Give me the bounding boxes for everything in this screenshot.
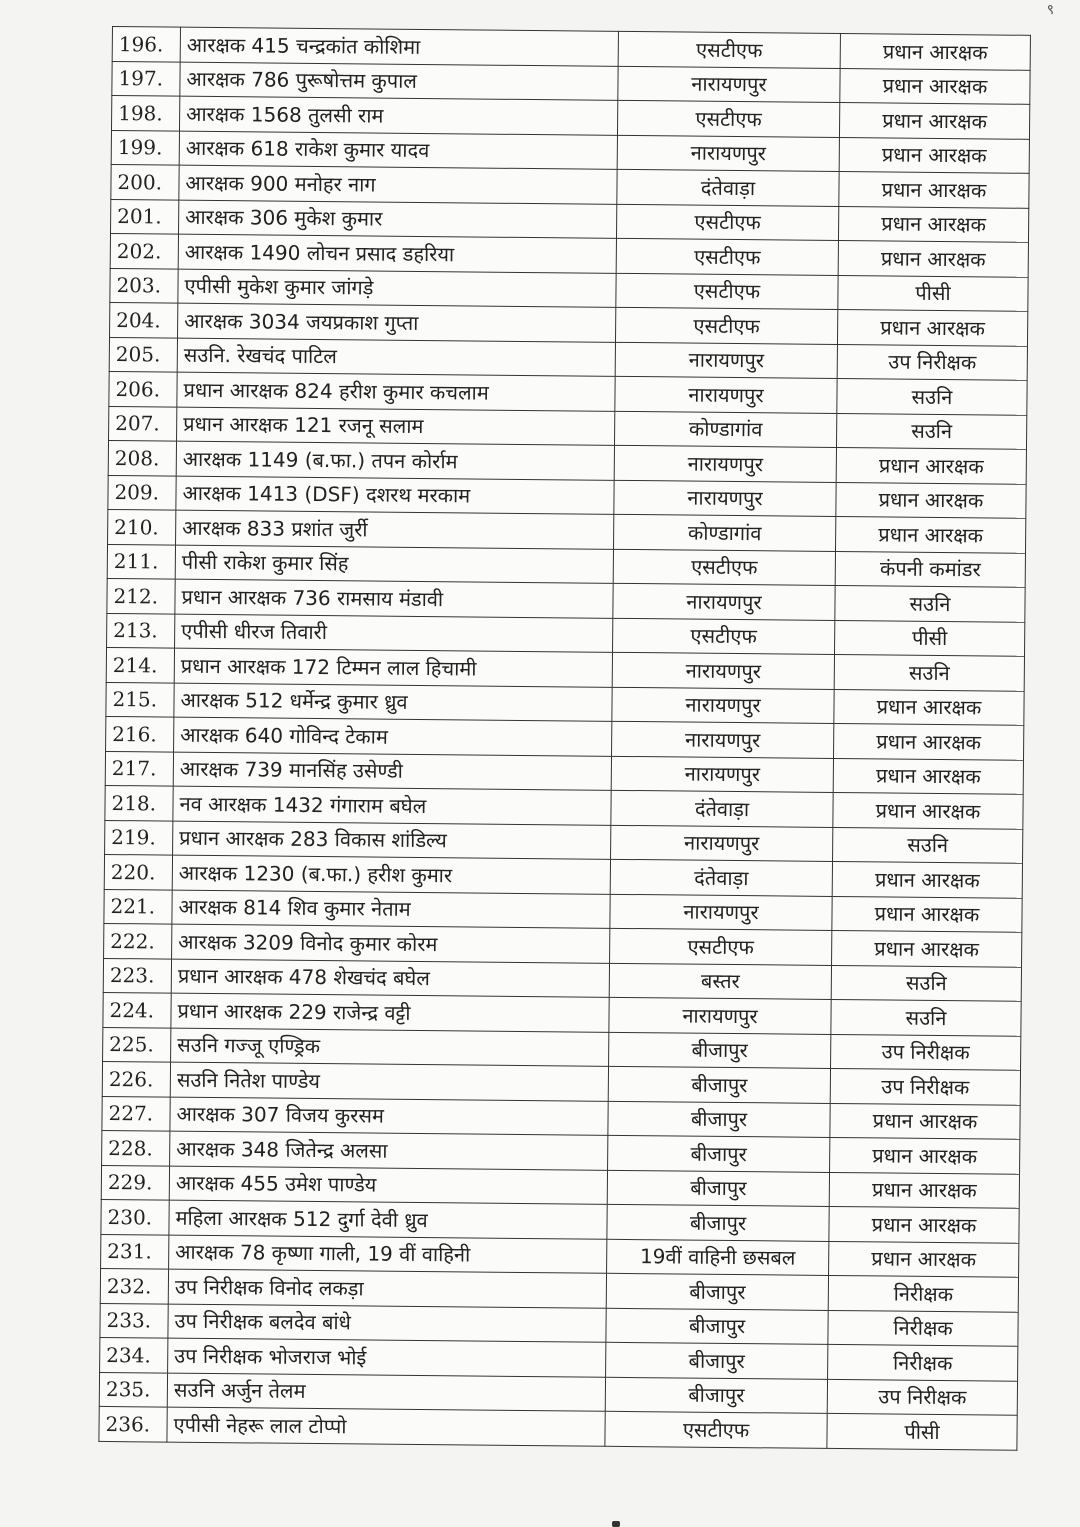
serial-number-cell: 199. <box>111 130 179 165</box>
serial-number-cell: 230. <box>101 1199 169 1234</box>
serial-number-cell: 200. <box>111 164 179 199</box>
posting-place-cell: नारायणपुर <box>611 756 833 793</box>
promoted-rank-cell: प्रधान आरक्षक <box>834 723 1024 759</box>
serial-number-cell: 226. <box>102 1061 170 1096</box>
name-cell: सउनि गज्जू एण्ड्रिक <box>171 1028 609 1067</box>
promoted-rank-cell: प्रधान आरक्षक <box>840 68 1030 104</box>
posting-place-cell: नारायणपुर <box>615 342 837 379</box>
serial-number-cell: 231. <box>101 1234 169 1269</box>
posting-place-cell: बीजापुर <box>608 1135 830 1172</box>
serial-number-cell: 198. <box>112 96 180 131</box>
serial-number-cell: 205. <box>109 337 177 372</box>
posting-place-cell: बीजापुर <box>607 1204 829 1241</box>
posting-place-cell: बीजापुर <box>605 1377 827 1414</box>
posting-place-cell: दंतेवाड़ा <box>611 790 833 827</box>
posting-place-cell: नारायणपुर <box>614 445 836 482</box>
posting-place-cell: नारायणपुर <box>610 894 832 931</box>
serial-number-cell: 197. <box>112 61 180 96</box>
name-cell: प्रधान आरक्षक 736 रामसाय मंडावी <box>175 579 613 618</box>
posting-place-cell: एसटीएफ <box>616 204 838 241</box>
name-cell: प्रधान आरक्षक 229 राजेन्द्र वट्टी <box>171 993 609 1032</box>
posting-place-cell: एसटीएफ <box>618 31 840 68</box>
promoted-rank-cell: प्रधान आरक्षक <box>832 861 1022 897</box>
name-cell: आरक्षक 1149 (ब.फा.) तपन कोर्राम <box>176 441 614 480</box>
promoted-rank-cell: सउनि <box>831 999 1021 1035</box>
name-cell: आरक्षक 900 मनोहर नाग <box>179 165 617 204</box>
name-cell: प्रधान आरक्षक 121 रजनू सलाम <box>177 407 615 446</box>
posting-place-cell: नारायणपुर <box>614 480 836 517</box>
serial-number-cell: 207. <box>109 406 177 441</box>
posting-place-cell: कोण्डागांव <box>614 411 836 448</box>
serial-number-cell: 210. <box>108 509 176 544</box>
posting-place-cell: एसटीएफ <box>613 549 835 586</box>
promoted-rank-cell: सउनि <box>834 654 1024 690</box>
posting-place-cell: 19वीं वाहिनी छसबल <box>607 1239 829 1276</box>
promoted-rank-cell: पीसी <box>827 1413 1017 1449</box>
posting-place-cell: नारायणपुर <box>609 997 831 1034</box>
promoted-rank-cell: उप निरीक्षक <box>831 1034 1021 1070</box>
name-cell: आरक्षक 307 विजय कुरसम <box>170 1097 608 1136</box>
table-row <box>99 1406 1017 1449</box>
promoted-rank-cell: निरीक्षक <box>828 1344 1018 1380</box>
name-cell: आरक्षक 348 जितेन्द्र अलसा <box>170 1131 608 1170</box>
serial-number-cell: 201. <box>111 199 179 234</box>
promoted-rank-cell: उप निरीक्षक <box>827 1379 1017 1415</box>
serial-number-cell: 213. <box>107 613 175 648</box>
promoted-rank-cell: सउनि <box>837 378 1027 414</box>
posting-place-cell: नारायणपुर <box>615 376 837 413</box>
name-cell: आरक्षक 814 शिव कुमार नेताम <box>172 890 610 929</box>
serial-number-cell: 223. <box>103 958 171 993</box>
name-cell: आरक्षक 1568 तुलसी राम <box>179 96 617 135</box>
promoted-rank-cell: प्रधान आरक्षक <box>839 171 1029 207</box>
serial-number-cell: 229. <box>101 1165 169 1200</box>
promoted-rank-cell: प्रधान आरक्षक <box>829 1206 1019 1242</box>
posting-place-cell: नारायणपुर <box>618 66 840 103</box>
serial-number-cell: 236. <box>99 1406 167 1441</box>
serial-number-cell: 211. <box>107 544 175 579</box>
promoted-rank-cell: प्रधान आरक्षक <box>837 309 1027 345</box>
promoted-rank-cell: सउनि <box>836 413 1026 449</box>
promoted-rank-cell: प्रधान आरक्षक <box>832 930 1022 966</box>
promoted-rank-cell: निरीक्षक <box>828 1275 1018 1311</box>
posting-place-cell: दंतेवाड़ा <box>617 169 839 206</box>
promoted-rank-cell: प्रधान आरक्षक <box>835 516 1025 552</box>
promoted-rank-cell: प्रधान आरक्षक <box>836 447 1026 483</box>
name-cell: आरक्षक 455 उमेश पाण्डेय <box>169 1166 607 1205</box>
name-cell: आरक्षक 3209 विनोद कुमार कोरम <box>172 924 610 963</box>
promoted-rank-cell: सउनि <box>835 585 1025 621</box>
promoted-rank-cell: उप निरीक्षक <box>837 344 1027 380</box>
promoted-rank-cell: प्रधान आरक्षक <box>839 137 1029 173</box>
posting-place-cell: बीजापुर <box>609 1032 831 1069</box>
posting-place-cell: नारायणपुर <box>613 583 835 620</box>
name-cell: आरक्षक 618 राकेश कुमार यादव <box>179 131 617 170</box>
name-cell: उप निरीक्षक बलदेव बांधे <box>168 1304 606 1343</box>
posting-place-cell: बीजापुर <box>608 1066 830 1103</box>
posting-place-cell: नारायणपुर <box>611 825 833 862</box>
serial-number-cell: 232. <box>100 1268 168 1303</box>
serial-number-cell: 220. <box>104 854 172 889</box>
serial-number-cell: 234. <box>100 1337 168 1372</box>
serial-number-cell: 202. <box>110 233 178 268</box>
posting-place-cell: एसटीएफ <box>605 1411 827 1448</box>
name-cell: सउनि नितेश पाण्डेय <box>170 1062 608 1101</box>
name-cell: आरक्षक 1413 (DSF) दशरथ मरकाम <box>176 476 614 515</box>
serial-number-cell: 221. <box>104 889 172 924</box>
name-cell: प्रधान आरक्षक 172 टिम्मन लाल हिचामी <box>174 648 612 687</box>
name-cell: आरक्षक 306 मुकेश कुमार <box>179 200 617 239</box>
promoted-rank-cell: निरीक्षक <box>828 1310 1018 1346</box>
serial-number-cell: 196. <box>112 27 180 62</box>
posting-place-cell: बस्तर <box>609 963 831 1000</box>
serial-number-cell: 215. <box>106 682 174 717</box>
posting-place-cell: नारायणपुर <box>612 721 834 758</box>
posting-place-cell: नारायणपुर <box>612 687 834 724</box>
serial-number-cell: 224. <box>103 992 171 1027</box>
promoted-rank-cell: पीसी <box>838 275 1028 311</box>
name-cell: आरक्षक 786 पुरूषोत्तम कुपाल <box>180 62 618 101</box>
posting-place-cell: दंतेवाड़ा <box>610 859 832 896</box>
posting-place-cell: एसटीएफ <box>610 928 832 965</box>
posting-place-cell: नारायणपुर <box>617 135 839 172</box>
name-cell: आरक्षक 640 गोविन्द टेकाम <box>174 717 612 756</box>
name-cell: प्रधान आरक्षक 824 हरीश कुमार कचलाम <box>177 372 615 411</box>
name-cell: उप निरीक्षक भोजराज भोई <box>168 1338 606 1377</box>
promoted-rank-cell: प्रधान आरक्षक <box>838 240 1028 276</box>
name-cell: आरक्षक 512 धर्मेन्द्र कुमार ध्रुव <box>174 683 612 722</box>
serial-number-cell: 204. <box>110 302 178 337</box>
corner-mark: ९ <box>1046 2 1054 18</box>
promoted-rank-cell: प्रधान आरक्षक <box>829 1172 1019 1208</box>
promoted-rank-cell: प्रधान आरक्षक <box>836 482 1026 518</box>
posting-place-cell: एसटीएफ <box>617 100 839 137</box>
promoted-rank-cell: प्रधान आरक्षक <box>840 33 1030 69</box>
promoted-rank-cell: पीसी <box>835 620 1025 656</box>
name-cell: एपीसी नेहरू लाल टोप्पो <box>167 1407 605 1446</box>
name-cell: उप निरीक्षक विनोद लकड़ा <box>168 1269 606 1308</box>
serial-number-cell: 219. <box>105 820 173 855</box>
promoted-rank-cell: प्रधान आरक्षक <box>829 1241 1019 1277</box>
name-cell: सउनि अर्जुन तेलम <box>167 1373 605 1412</box>
serial-number-cell: 225. <box>103 1027 171 1062</box>
page-edge-mark <box>612 1521 620 1527</box>
name-cell: आरक्षक 3034 जयप्रकाश गुप्ता <box>178 303 616 342</box>
posting-place-cell: एसटीएफ <box>616 238 838 275</box>
serial-number-cell: 216. <box>106 716 174 751</box>
serial-number-cell: 218. <box>105 785 173 820</box>
name-cell: आरक्षक 1230 (ब.फा.) हरीश कुमार <box>172 855 610 894</box>
promoted-rank-cell: प्रधान आरक्षक <box>832 896 1022 932</box>
name-cell: एपीसी मुकेश कुमार जांगड़े <box>178 269 616 308</box>
name-cell: एपीसी धीरज तिवारी <box>175 614 613 653</box>
promoted-rank-cell: सउनि <box>833 827 1023 863</box>
serial-number-cell: 206. <box>109 371 177 406</box>
transfer-list-table <box>98 26 1031 1450</box>
name-cell: आरक्षक 739 मानसिंह उसेण्डी <box>173 752 611 791</box>
serial-number-cell: 235. <box>99 1372 167 1407</box>
serial-number-cell: 233. <box>100 1303 168 1338</box>
promoted-rank-cell: प्रधान आरक्षक <box>830 1137 1020 1173</box>
serial-number-cell: 212. <box>107 578 175 613</box>
promoted-rank-cell: प्रधान आरक्षक <box>830 1103 1020 1139</box>
name-cell: आरक्षक 1490 लोचन प्रसाद डहरिया <box>178 234 616 273</box>
serial-number-cell: 217. <box>105 751 173 786</box>
posting-place-cell: कोण्डागांव <box>614 514 836 551</box>
serial-number-cell: 222. <box>104 923 172 958</box>
serial-number-cell: 208. <box>108 440 176 475</box>
promoted-rank-cell: प्रधान आरक्षक <box>833 758 1023 794</box>
promoted-rank-cell: प्रधान आरक्षक <box>833 792 1023 828</box>
name-cell: नव आरक्षक 1432 गंगाराम बघेल <box>173 786 611 825</box>
name-cell: आरक्षक 415 चन्द्रकांत कोशिमा <box>180 27 618 66</box>
promoted-rank-cell: कंपनी कमांडर <box>835 551 1025 587</box>
posting-place-cell: बीजापुर <box>607 1170 829 1207</box>
serial-number-cell: 209. <box>108 475 176 510</box>
name-cell: पीसी राकेश कुमार सिंह <box>175 545 613 584</box>
promoted-rank-cell: उप निरीक्षक <box>830 1068 1020 1104</box>
name-cell: आरक्षक 78 कृष्णा गाली, 19 वीं वाहिनी <box>169 1235 607 1274</box>
posting-place-cell: बीजापुर <box>606 1308 828 1345</box>
name-cell: प्रधान आरक्षक 283 विकास शांडिल्य <box>173 821 611 860</box>
promoted-rank-cell: प्रधान आरक्षक <box>834 689 1024 725</box>
posting-place-cell: एसटीएफ <box>613 618 835 655</box>
promoted-rank-cell: प्रधान आरक्षक <box>838 206 1028 242</box>
name-cell: प्रधान आरक्षक 478 शेखचंद बघेल <box>171 959 609 998</box>
posting-place-cell: एसटीएफ <box>616 273 838 310</box>
posting-place-cell: नारायणपुर <box>612 652 834 689</box>
serial-number-cell: 214. <box>106 647 174 682</box>
promoted-rank-cell: सउनि <box>831 965 1021 1001</box>
posting-place-cell: बीजापुर <box>606 1273 828 1310</box>
table-body <box>99 27 1031 1450</box>
name-cell: महिला आरक्षक 512 दुर्गा देवी ध्रुव <box>169 1200 607 1239</box>
serial-number-cell: 227. <box>102 1096 170 1131</box>
posting-place-cell: बीजापुर <box>606 1342 828 1379</box>
serial-number-cell: 203. <box>110 268 178 303</box>
name-cell: सउनि. रेखचंद पाटिल <box>177 338 615 377</box>
name-cell: आरक्षक 833 प्रशांत जुर्री <box>176 510 614 549</box>
posting-place-cell: एसटीएफ <box>615 307 837 344</box>
promoted-rank-cell: प्रधान आरक्षक <box>839 102 1029 138</box>
serial-number-cell: 228. <box>102 1130 170 1165</box>
posting-place-cell: बीजापुर <box>608 1101 830 1138</box>
